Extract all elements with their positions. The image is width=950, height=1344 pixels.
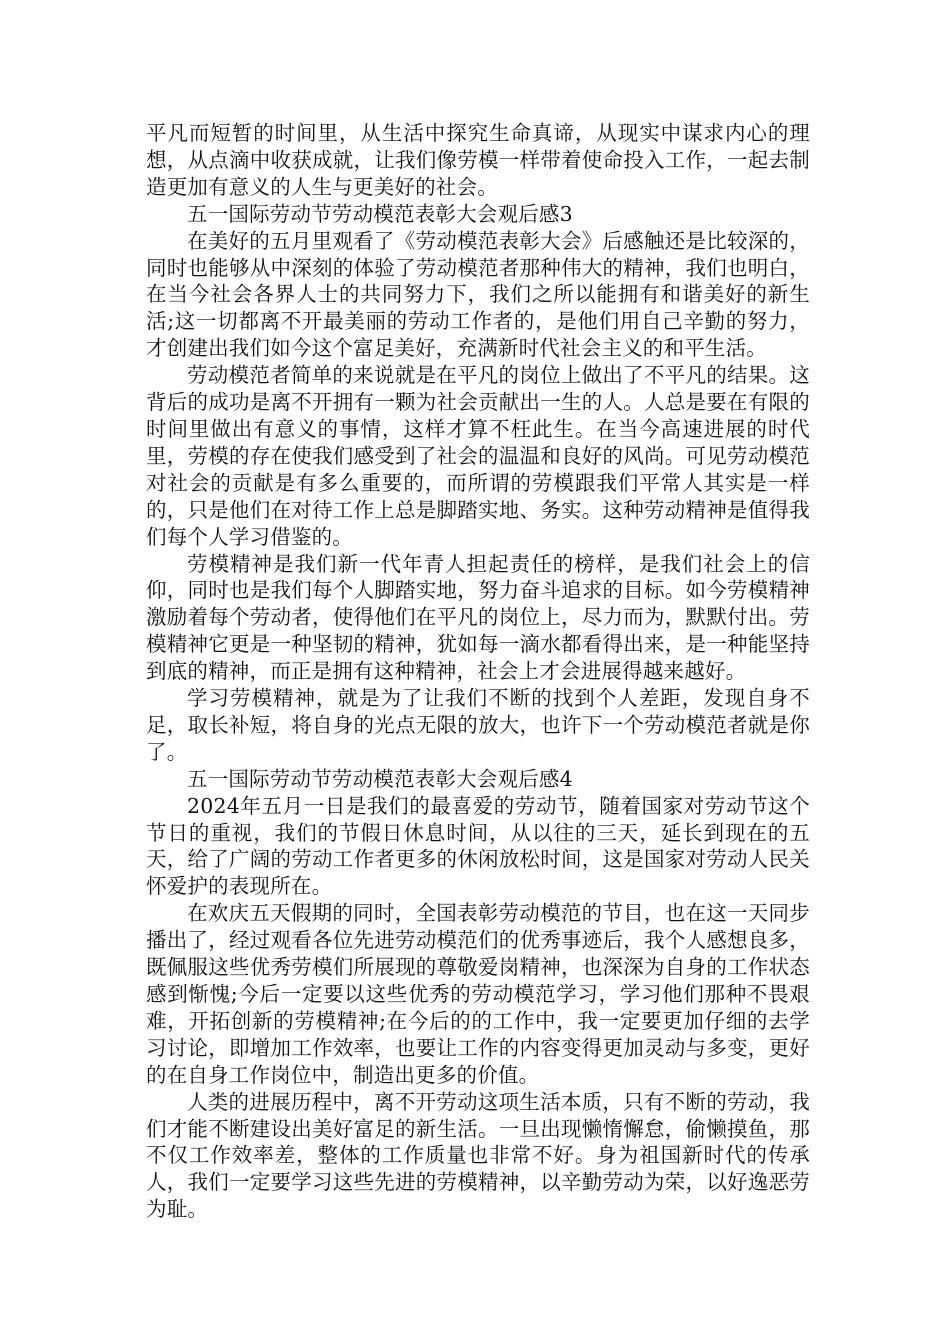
paragraph-3-3: 劳模精神是我们新一代年青人担起责任的榜样，是我们社会上的信仰，同时也是我们每个人脚踏实地，努力奋斗追求的目标。如今劳模精神激励着每个劳动者，使得他们在平凡的岗位上，尽力而为，默默付出。劳模精神它更是一种坚韧的精神，犹如每一滴水都看得出来，是一种能坚持到底的精神，而正是拥有这种精神，社会上才会进展得越来越好。	[146, 551, 810, 684]
section-heading-3: 五一国际劳动节劳动模范表彰大会观后感3	[187, 201, 573, 226]
section-heading-4: 五一国际劳动节劳动模范表彰大会观后感4	[187, 766, 573, 791]
paragraph-4-1: 2024年五月一日是我们的最喜爱的劳动节，随着国家对劳动节这个节日的重视，我们的节假日休息时间，从以往的三天，延长到现在的五天，给了广阔的劳动工作者更多的休闲放松时间，这是国家对劳动人民关怀爱护的表现所在。	[146, 793, 810, 899]
paragraph-3-1: 在美好的五月里观看了《劳动模范表彰大会》后感触还是比较深的，同时也能够从中深刻的体验了劳动模范者那种伟大的精神，我们也明白，在当今社会各界人士的共同努力下，我们之所以能拥有和谐美好的新生活;这一切都离不开最美丽的劳动工作者的，是他们用自己辛勤的努力，才创建出我们如今这个富足美好，充满新时代社会主义的和平生活。	[146, 228, 810, 361]
paragraph-3-2: 劳动模范者简单的来说就是在平凡的岗位上做出了不平凡的结果。这背后的成功是离不开拥有一颗为社会贡献出一生的人。人总是要在有限的时间里做出有意义的事情，这样才算不枉此生。在当今高速进展的时代里，劳模的存在使我们感受到了社会的温温和良好的风尚。可见劳动模范对社会的贡献是有多么重要的，而所谓的劳模跟我们平常人其实是一样的，只是他们在对待工作上总是脚踏实地、务实。这种劳动精神是值得我们每个人学习借鉴的。	[146, 363, 810, 549]
paragraph-4-2: 在欢庆五天假期的同时，全国表彰劳动模范的节目，也在这一天同步播出了，经过观看各位先进劳动模范们的优秀事迹后，我个人感想良多，既佩服这些优秀劳模们所展现的尊敬爱岗精神，也深深为自身的工作状态感到惭愧;今后一定要以这些优秀的劳动模范学习，学习他们那种不畏艰难，开拓创新的劳模精神;在今后的的工作中，我一定要更加仔细的去学习讨论，即增加工作效率，也要让工作的内容变得更加灵动与多变，更好的在自身工作岗位中，制造出更多的价值。	[146, 901, 810, 1087]
paragraph-4-3: 人类的进展历程中，离不开劳动这项生活本质，只有不断的劳动，我们才能不断建设出美好富足的新生活。一旦出现懒惰懈怠，偷懒摸鱼，那不仅工作效率差，整体的工作质量也非常不好。身为祖国新时代的传承人，我们一定要学习这些先进的劳模精神，以辛勤劳动为荣，以好逸恶劳为耻。	[146, 1089, 810, 1222]
document-page	[146, 120, 810, 1223]
paragraph-3-4: 学习劳模精神，就是为了让我们不断的找到个人差距，发现自身不足，取长补短，将自身的光点无限的放大，也许下一个劳动模范者就是你了。	[146, 686, 810, 764]
paragraph-intro-continuation: 平凡而短暂的时间里，从生活中探究生命真谛，从现实中谋求内心的理想，从点滴中收获成就，让我们像劳模一样带着使命投入工作，一起去制造更加有意义的人生与更美好的社会。	[146, 121, 810, 199]
